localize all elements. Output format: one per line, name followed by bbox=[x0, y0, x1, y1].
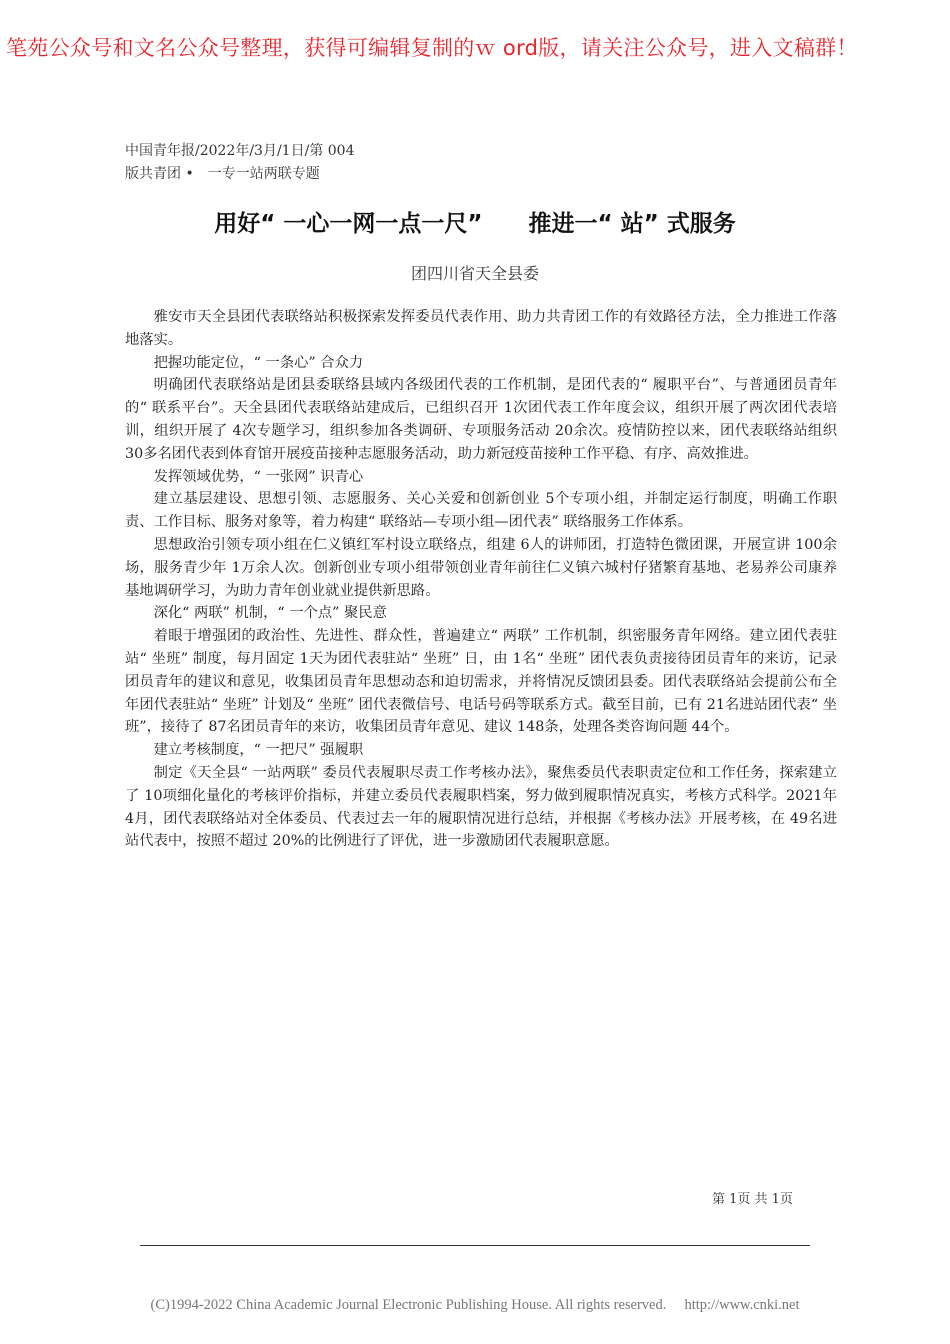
promo-banner: 笔苑公众号和文名公众号整理，获得可编辑复制的ｗ ord版，请关注公众号，进入文稿群！ bbox=[6, 36, 858, 60]
paragraph: 思想政治引领专项小组在仁义镇红军村设立联络点，组建 6人的讲师团，打造特色微团课，开展宣讲 100余场，服务青少年 1万余人次。创新创业专项小组带领创业青年前往仁义镇六城村仔猪繁育基地、老易养公司康养基地调研学习，为助力青年创业就业提供新思路。 bbox=[125, 536, 837, 599]
article-author: 团四川省天全县委 bbox=[410, 264, 539, 283]
paragraph: 着眼于增强团的政治性、先进性、群众性，普遍建立“ 两联” 工作机制，织密服务青年网络。建立团代表驻站“ 坐班” 制度，每月固定 1天为团代表驻站“ 坐班” 日，由 1名“ 坐班” 团代表负责接待团员青年的来访，记录团员青年的建议和意见，收集团员青年思想动态和迫切需求，并将情况反馈团县委。团代表联络站会提前公布全年团代表驻站“ 坐班” 计划及“ 坐班” 团代表微信号、电话号码等联系方式。截至目前，已有 21名进站团代表“ 坐班”，接待了 87名团员青年的来访，收集团员青年意见、建议 148条，处理各类咨询问题 44个。 bbox=[125, 628, 837, 736]
footer-divider bbox=[140, 1245, 810, 1246]
section-heading: 深化“ 两联” 机制，“ 一个点” 聚民意 bbox=[153, 605, 387, 622]
source-meta bbox=[125, 140, 425, 186]
section-heading: 建立考核制度，“ 一把尺” 强履职 bbox=[153, 742, 364, 759]
article-body bbox=[125, 306, 837, 853]
copyright-notice: (C)1994-2022 China Academic Journal Electronic Publishing House. All rights reserved. http://www.cnki.net bbox=[150, 1297, 800, 1313]
source-meta-line1: 中国青年报/2022年/3月/1日/第 004 bbox=[125, 143, 355, 159]
section-heading: 发挥领域优势，“ 一张网” 识青心 bbox=[153, 468, 364, 485]
paragraph: 明确团代表联络站是团县委联络县域内各级团代表的工作机制，是团代表的“ 履职平台”、与普通团员青年的“ 联系平台”。天全县团代表联络站建成后，已组织召开 1次团代表工作年度会议，组织开展了两次团代表培训，组织开展了 4次专题学习，组织参加各类调研、专项服务活动 20余次。疫情防控以来，团代表联络站组织 30多名团代表到体育馆开展疫苗接种志愿服务活动，助力新冠疫苗接种工作平稳、有序、高效推进。 bbox=[125, 377, 837, 462]
article-title: 用好“ 一心一网一点一尺” 推进一“ 站” 式服务 bbox=[214, 211, 736, 237]
paragraph: 制定《天全县“ 一站两联” 委员代表履职尽责工作考核办法》，聚焦委员代表职责定位和工作任务，探索建立了 10项细化量化的考核评价指标，并建立委员代表履职档案，努力做到履职情况真实，考核方式科学。2021年 4月，团代表联络站对全体委员、代表过去一年的履职情况进行总结，并根据《考核办法》开展考核，在 49名进站代表中，按照不超过 20%的比例进行了评优，进一步激励团代表履职意愿。 bbox=[125, 764, 837, 850]
section-heading: 把握功能定位，“ 一条心” 合众力 bbox=[153, 354, 364, 371]
source-meta-line2: 版共青团 • 一专一站两联专题 bbox=[125, 166, 320, 182]
paragraph: 雅安市天全县团代表联络站积极探索发挥委员代表作用、助力共青团工作的有效路径方法，全力推进工作落地落实。 bbox=[125, 309, 837, 348]
paragraph: 建立基层建设、思想引领、志愿服务、关心关爱和创新创业 5个专项小组，并制定运行制度，明确工作职责、工作目标、服务对象等，着力构建“ 联络站—专项小组—团代表” 联络服务工作体系。 bbox=[125, 491, 837, 531]
page-number: 第 1页 共 1页 bbox=[712, 1192, 793, 1207]
